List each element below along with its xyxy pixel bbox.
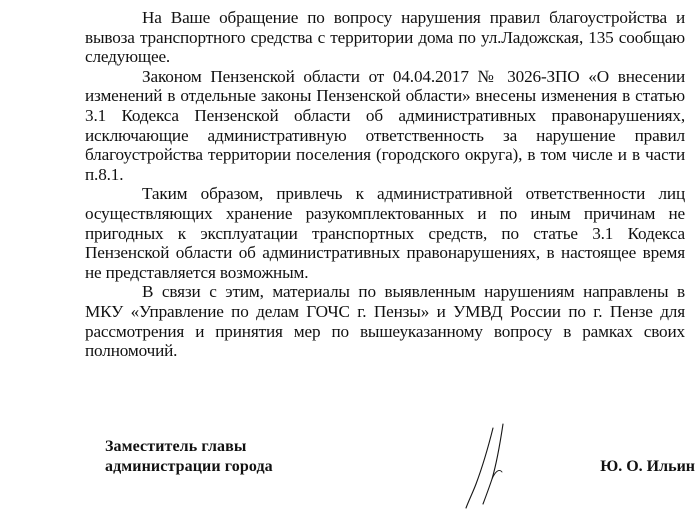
paragraph-appeal-response: На Ваше обращение по вопросу нарушения правил благоустройства и вывоза транспортного средства с территории дома по ул.Ладожская, 135 сообщаю следующее. xyxy=(85,8,685,67)
signer-title-line-2: администрации города xyxy=(105,458,273,475)
handwritten-signature-icon xyxy=(457,422,527,512)
paragraph-materials-referral: В связи с этим, материалы по выявленным нарушениям направлены в МКУ «Управление по делам ГОЧС г. Пензы» и УМВД России по г. Пензе для рассмотрения и принятия мер по вышеуказанному вопросу в рамках своих полномочий. xyxy=(85,282,685,361)
paragraph-law-amendment: Законом Пензенской области от 04.04.2017 № 3026-ЗПО «О внесении изменений в отдельные законы Пензенской области» внесены изменения в статью 3.1 Кодекса Пензенской области об административных правонарушениях, исключающие административную ответственность за нарушение правил благоустройства территории поселения (городского округа), в том числе и в части п.8.1. xyxy=(85,66,685,184)
letter-body xyxy=(85,8,685,361)
signer-name: Ю. О. Ильин xyxy=(600,458,695,475)
signature-block xyxy=(105,437,695,509)
signer-title xyxy=(105,437,273,477)
paragraph-liability-conclusion: Таким образом, привлечь к административной ответственности лиц осуществляющих хранение разукомплектованных и по иным причинам не пригодных к эксплуатации транспортных средств, по статье 3.1 Кодекса Пензенской области об административных правонарушениях, в настоящее время не представляется возможным. xyxy=(85,184,685,282)
signer-title-line-1: Заместитель главы xyxy=(105,438,247,455)
